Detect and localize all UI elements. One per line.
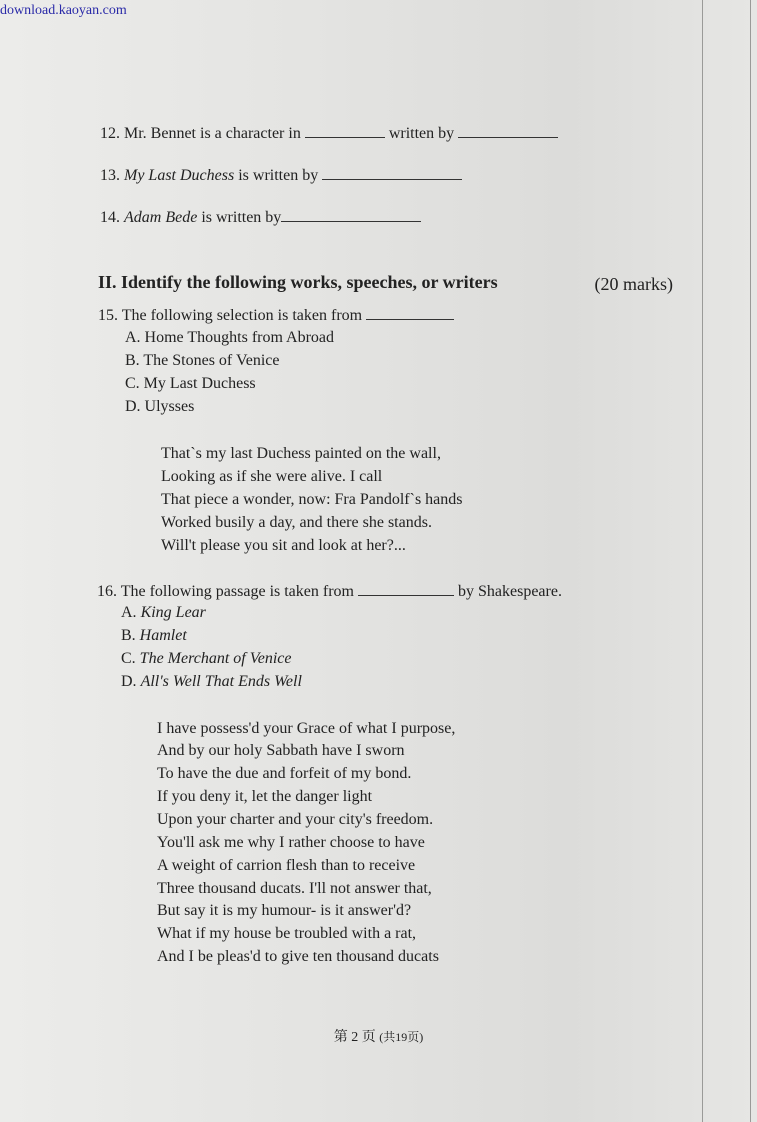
question-14: 14. Adam Bede is written by: [100, 207, 421, 228]
passage-line: What if my house be troubled with a rat,: [157, 925, 417, 942]
answer-blank[interactable]: [366, 305, 454, 320]
q15-option: B. The Stones of Venice: [125, 352, 280, 369]
question-12: 12. Mr. Bennet is a character in written by: [100, 123, 558, 144]
section-heading: II. Identify the following works, speeches, or writers (20 marks): [98, 272, 673, 294]
q16-option: D. All's Well That Ends Well: [121, 673, 302, 690]
page-edge-line: [702, 0, 703, 1122]
q16-option: B. Hamlet: [121, 627, 187, 644]
watermark-link[interactable]: download.kaoyan.com: [0, 3, 127, 18]
poem-line: Looking as if she were alive. I call: [161, 468, 383, 485]
q15-option: A. Home Thoughts from Abroad: [125, 329, 335, 346]
answer-blank[interactable]: [358, 581, 454, 596]
answer-blank[interactable]: [305, 123, 385, 138]
answer-blank[interactable]: [322, 165, 462, 180]
answer-blank[interactable]: [281, 207, 421, 222]
total-pages: (共19页): [379, 1030, 424, 1044]
poem-line: That piece a wonder, now: Fra Pandolf`s hands: [161, 491, 463, 508]
q15-option: C. My Last Duchess: [125, 375, 256, 392]
passage-line: To have the due and forfeit of my bond.: [157, 765, 412, 782]
q16-option: A. King Lear: [121, 604, 206, 621]
poem-line: Worked busily a day, and there she stands.: [161, 514, 432, 531]
passage-line: A weight of carrion flesh than to receive: [157, 857, 416, 874]
passage-line: But say it is my humour- is it answer'd?: [157, 902, 412, 919]
passage-line: And by our holy Sabbath have I sworn: [157, 742, 405, 759]
section-marks: (20 marks): [594, 274, 673, 294]
question-13: 13. My Last Duchess is written by: [100, 165, 462, 186]
page-edge-line: [750, 0, 751, 1122]
passage-line: Upon your charter and your city's freedom.: [157, 811, 434, 828]
poem-line: Will't please you sit and look at her?...: [161, 537, 406, 554]
page-number: 第 2 页: [333, 1030, 376, 1045]
poem-line: That`s my last Duchess painted on the wall,: [161, 445, 441, 462]
question-16-stem: 16. The following passage is taken from by Shakespeare.: [97, 583, 562, 600]
passage-line: If you deny it, let the danger light: [157, 788, 373, 805]
answer-blank[interactable]: [458, 123, 558, 138]
q15-option: D. Ulysses: [125, 398, 195, 415]
passage-line: You'll ask me why I rather choose to have: [157, 834, 425, 851]
question-15-stem: 15. The following selection is taken from: [98, 305, 454, 326]
page-footer: [0, 1026, 757, 1046]
passage-line: I have possess'd your Grace of what I purpose,: [157, 720, 456, 737]
q16-option: C. The Merchant of Venice: [121, 650, 292, 667]
passage-line: Three thousand ducats. I'll not answer that,: [157, 880, 432, 897]
passage-line: And I be pleas'd to give ten thousand ducats: [157, 948, 439, 965]
